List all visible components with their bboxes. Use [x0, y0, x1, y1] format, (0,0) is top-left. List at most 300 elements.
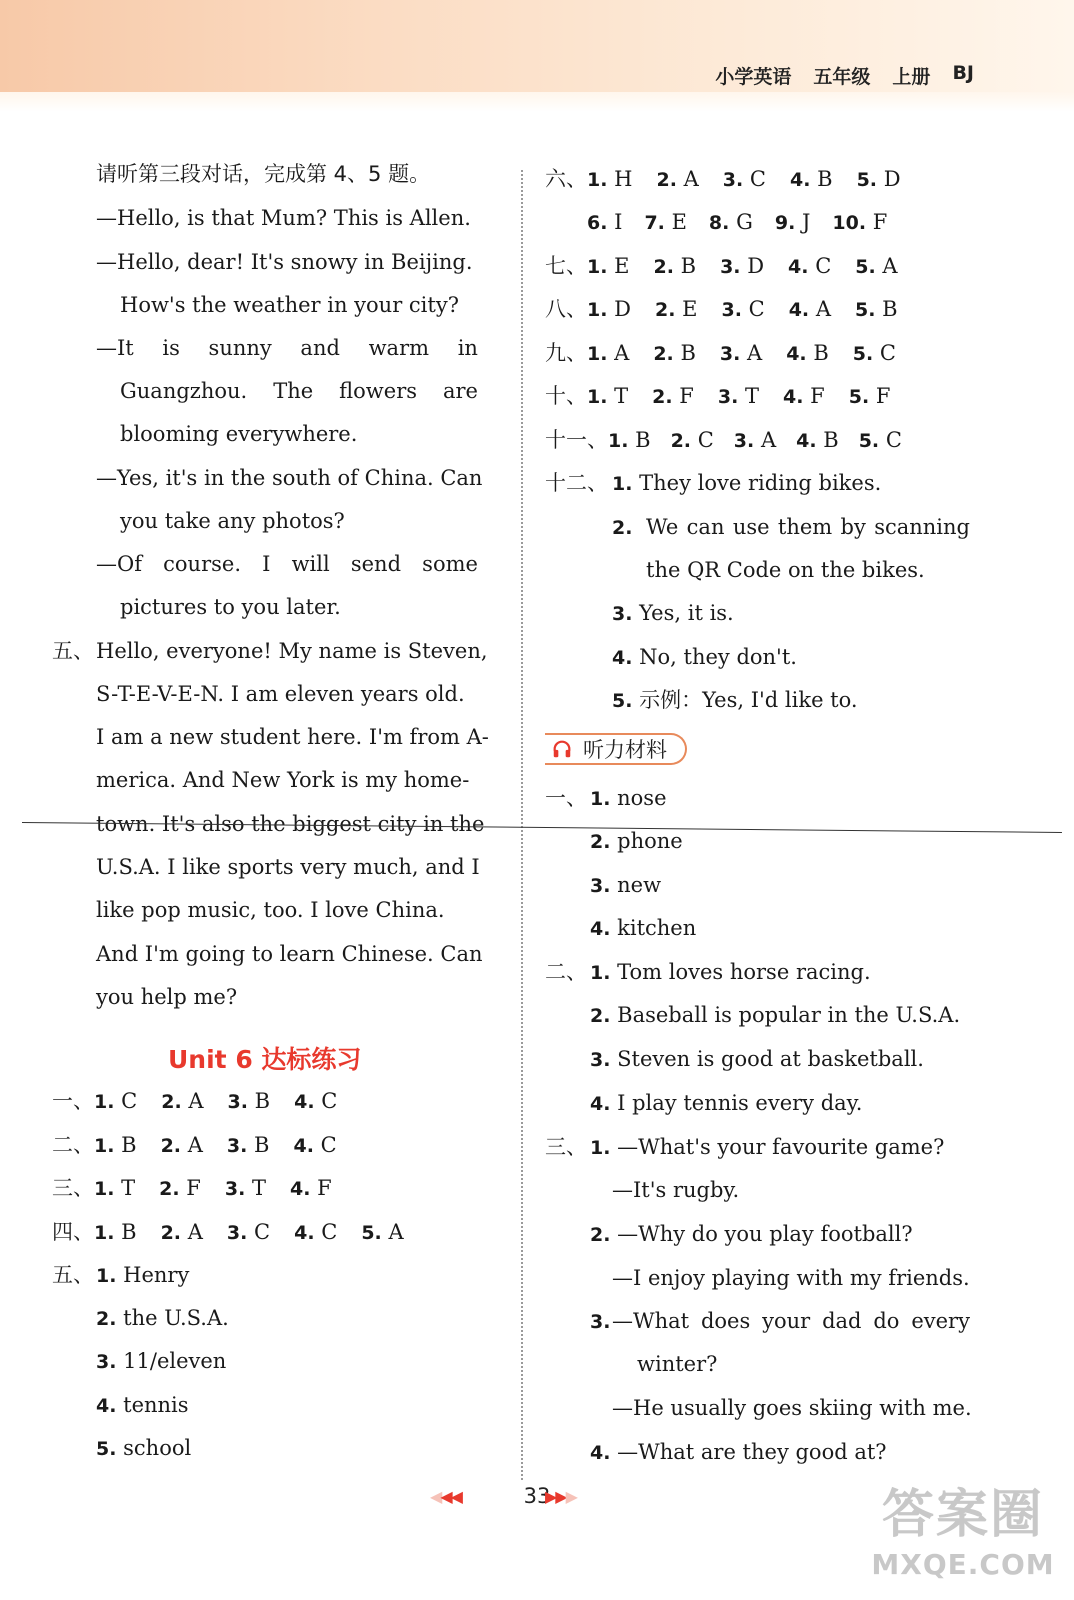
- unit5-label: 五、: [52, 1263, 94, 1287]
- answer-item: [853, 339, 896, 368]
- answer-item: [290, 1174, 332, 1203]
- item-number: 3.: [590, 1049, 611, 1071]
- section5-line: town. It's also the biggest city in the: [96, 812, 485, 836]
- word: and: [300, 336, 340, 360]
- item-number: 2.: [159, 1178, 180, 1200]
- item-number: 5.: [856, 169, 878, 191]
- answer-item: [855, 295, 898, 324]
- word: course.: [163, 552, 241, 576]
- item-value: the U.S.A.: [123, 1306, 229, 1330]
- item-number: 1.: [590, 1137, 611, 1159]
- item-number: 3.: [96, 1351, 117, 1373]
- item-value: —Why do you play football?: [617, 1222, 913, 1246]
- answer-row: [545, 339, 896, 368]
- item-number: 5.: [96, 1438, 117, 1460]
- item-number: 2.: [653, 343, 674, 365]
- item-value: F: [679, 384, 694, 408]
- answer-item: [587, 382, 628, 411]
- item-value: A: [882, 254, 898, 278]
- answer-item: [293, 1131, 336, 1160]
- word: dad: [822, 1309, 862, 1333]
- item-number: 5.: [855, 256, 876, 278]
- listening-tag-label: 听力材料: [583, 738, 667, 762]
- item-number: 1.: [612, 473, 633, 495]
- section5-label: 五、: [52, 639, 94, 663]
- word: in: [457, 336, 478, 360]
- row-label: 三、: [52, 1176, 94, 1200]
- answer-row: [52, 1174, 332, 1203]
- dialog3-line-8: you take any photos?: [120, 509, 345, 533]
- word: your: [762, 1309, 811, 1333]
- s12-answer-2-num: [612, 513, 632, 542]
- answer-item: [225, 1174, 266, 1203]
- listen-2-label: 二、: [545, 960, 587, 984]
- item-number: 5.: [361, 1222, 382, 1244]
- item-number: 4.: [790, 169, 811, 191]
- answer-item: [796, 426, 839, 455]
- item-value: A: [388, 1220, 404, 1244]
- item-value: B: [254, 1133, 270, 1157]
- answer-item: [161, 1131, 203, 1160]
- item-number: 3.: [717, 386, 739, 408]
- answer-item: [653, 252, 696, 281]
- item-value: nose: [617, 786, 667, 810]
- item-value: C: [321, 1089, 338, 1113]
- item-number: 4.: [590, 918, 611, 940]
- listen-3-q3-num: [590, 1307, 610, 1336]
- s12-answer-5: [612, 686, 858, 715]
- answer-item: [849, 382, 891, 411]
- section5-line: like pop music, too. I love China.: [96, 898, 445, 922]
- listening-material-tag: [545, 733, 687, 765]
- item-number: 3.: [720, 256, 741, 278]
- word: some: [422, 552, 478, 576]
- item-value: A: [760, 428, 777, 452]
- item-value: F: [186, 1176, 201, 1200]
- listen-1-item: [590, 914, 696, 943]
- item-number: 5.: [855, 299, 876, 321]
- listen-1-item: [590, 784, 667, 813]
- item-value: A: [683, 167, 699, 191]
- answer-item: [652, 382, 694, 411]
- answer-item: [94, 1131, 137, 1160]
- item-number: 2.: [161, 1091, 182, 1113]
- next-arrows-icon: ▶▶▶: [545, 1487, 576, 1506]
- answer-item: [159, 1174, 201, 1203]
- word: We: [646, 515, 679, 539]
- item-value: F: [875, 384, 891, 408]
- item-value: 示例：Yes, I'd like to.: [639, 688, 858, 712]
- row-label: 二、: [52, 1133, 94, 1157]
- section5-line: S-T-E-V-E-N. I am eleven years old.: [96, 682, 465, 706]
- item-number: 3.: [721, 299, 742, 321]
- section5-line: U.S.A. I like sports very much, and I: [96, 855, 480, 879]
- answer-item: [775, 208, 811, 237]
- item-value: B: [635, 428, 651, 452]
- item-value: T: [121, 1176, 136, 1200]
- item-number: 3.: [733, 430, 755, 452]
- listen-1-item: [590, 871, 661, 900]
- section5-line: Hello, everyone! My name is Steven,: [96, 639, 488, 663]
- item-number: 4.: [783, 386, 804, 408]
- answer-item: [655, 295, 697, 324]
- answer-item: [832, 208, 887, 237]
- item-number: 4.: [96, 1395, 117, 1417]
- item-number: 1.: [590, 962, 611, 984]
- item-number: 1.: [587, 256, 608, 278]
- answer-item: [161, 1218, 203, 1247]
- answer-item: [859, 426, 902, 455]
- item-value: C: [321, 1220, 338, 1244]
- item-value: phone: [617, 829, 683, 853]
- item-value: A: [815, 297, 831, 321]
- item-number: 2.: [656, 169, 677, 191]
- item-value: C: [749, 167, 766, 191]
- answer-item: [608, 426, 651, 455]
- answer-row: [52, 1087, 337, 1116]
- item-number: 2.: [160, 1222, 182, 1244]
- item-number: 4.: [788, 256, 809, 278]
- listen-3-label: 三、: [545, 1135, 587, 1159]
- word: will: [291, 552, 330, 576]
- word: by: [840, 515, 866, 539]
- word: sunny: [208, 336, 272, 360]
- answer-item: [587, 165, 632, 194]
- item-value: B: [121, 1133, 137, 1157]
- listen-3-q3: [612, 1307, 970, 1335]
- answer-item: [644, 208, 686, 237]
- item-number: 5.: [858, 430, 880, 452]
- item-value: F: [317, 1176, 332, 1200]
- word: The: [273, 379, 314, 403]
- prev-arrows-icon: ◀◀◀: [430, 1487, 461, 1506]
- item-number: 5.: [852, 343, 874, 365]
- item-value: C: [697, 428, 714, 452]
- item-number: 4.: [294, 1222, 315, 1244]
- listen-3-a1: —It's rugby.: [612, 1178, 740, 1202]
- row-label: 九、: [545, 341, 587, 365]
- section5-line: you help me?: [96, 985, 238, 1009]
- unit5-item: [96, 1347, 226, 1376]
- page-number: 33: [523, 1484, 551, 1508]
- item-value: kitchen: [617, 916, 697, 940]
- item-value: I: [614, 210, 623, 234]
- s12-answer-2: [646, 513, 970, 541]
- item-value: F: [872, 210, 888, 234]
- word: —It: [96, 336, 134, 360]
- answer-item: [587, 252, 629, 281]
- item-number: 1.: [587, 386, 608, 408]
- unit5-item: [96, 1261, 189, 1290]
- column-divider: [521, 170, 523, 1480]
- row-label: 一、: [52, 1089, 94, 1113]
- word: use: [732, 515, 770, 539]
- section5-line: I am a new student here. I'm from A-: [96, 725, 489, 749]
- item-value: 11/eleven: [123, 1349, 227, 1373]
- item-value: B: [817, 167, 833, 191]
- item-number: 2.: [654, 299, 676, 321]
- item-number: 5.: [848, 386, 870, 408]
- answer-item: [653, 339, 696, 368]
- answer-row: [545, 382, 890, 411]
- item-value: C: [885, 428, 902, 452]
- answer-item: [161, 1087, 203, 1116]
- item-number: 4.: [786, 343, 807, 365]
- unit5-item: [96, 1434, 191, 1463]
- watermark: [868, 1480, 1058, 1590]
- item-number: 1.: [94, 1135, 115, 1157]
- dialog3-intro: 请听第三段对话，完成第 4、5 题。: [96, 162, 431, 186]
- item-value: T: [745, 384, 760, 408]
- item-number: 1.: [94, 1222, 115, 1244]
- answer-item: [709, 208, 753, 237]
- answer-item: [790, 165, 833, 194]
- item-value: new: [617, 873, 662, 897]
- item-value: B: [680, 254, 697, 278]
- answer-item: [227, 1218, 270, 1247]
- unit-title: Unit 6 达标练习: [168, 1045, 362, 1074]
- item-number: 3.: [226, 1135, 248, 1157]
- item-value: D: [883, 167, 901, 191]
- item-value: C: [879, 341, 896, 365]
- listen-3-q1: [590, 1133, 944, 1162]
- item-value: G: [736, 210, 753, 234]
- item-number: 1.: [96, 1265, 117, 1287]
- item-number: 4.: [796, 430, 817, 452]
- item-value: Yes, it is.: [639, 601, 734, 625]
- item-value: E: [682, 297, 698, 321]
- answer-item: [855, 252, 897, 281]
- item-value: C: [121, 1089, 138, 1113]
- answer-item: [789, 295, 831, 324]
- item-number: 6.: [587, 212, 608, 234]
- watermark-bottom: MXQE.COM: [871, 1548, 1055, 1581]
- word: is: [162, 336, 180, 360]
- listen-2-item: [590, 1001, 960, 1030]
- item-value: B: [823, 428, 839, 452]
- item-number: 5.: [612, 690, 633, 712]
- item-value: —What are they good at?: [617, 1440, 887, 1464]
- unit5-item: [96, 1304, 229, 1333]
- item-number: 3.: [226, 1222, 248, 1244]
- dialog3-line-1: —Hello, is that Mum? This is Allen.: [96, 206, 471, 230]
- s12-answer-3: [612, 599, 734, 628]
- item-number: 3.: [590, 875, 611, 897]
- item-number: 2.: [652, 386, 673, 408]
- dialog3-line-2: —Hello, dear! It's snowy in Beijing.: [96, 250, 473, 274]
- word: are: [442, 379, 478, 403]
- item-number: 4.: [294, 1091, 315, 1113]
- item-number: 1.: [94, 1091, 115, 1113]
- listen-3-q4: [590, 1438, 887, 1467]
- word: —Of: [96, 552, 142, 576]
- word: scanning: [874, 515, 970, 539]
- item-number: 4.: [590, 1093, 611, 1115]
- item-value: They love riding bikes.: [639, 471, 882, 495]
- row-label: 四、: [52, 1220, 94, 1244]
- answer-item: [94, 1174, 135, 1203]
- answer-item: [227, 1131, 270, 1160]
- answer-item: [734, 426, 776, 455]
- item-number: 2.: [670, 430, 692, 452]
- item-number: 4.: [788, 299, 810, 321]
- dialog3-line-3: How's the weather in your city?: [120, 293, 459, 317]
- listen-3-a2: —I enjoy playing with my friends.: [612, 1266, 970, 1290]
- item-number: 1.: [587, 343, 608, 365]
- row-label: 六、: [545, 167, 587, 191]
- answer-row: [545, 295, 898, 324]
- word: send: [350, 552, 402, 576]
- answer-item: [361, 1218, 403, 1247]
- item-value: C: [748, 297, 765, 321]
- item-value: T: [614, 384, 629, 408]
- row-label: 八、: [545, 297, 587, 321]
- word: warm: [368, 336, 430, 360]
- item-value: E: [614, 254, 630, 278]
- answer-item: [656, 165, 698, 194]
- answer-item: [294, 1087, 337, 1116]
- answer-item: [587, 295, 631, 324]
- listen-2-item: [590, 1045, 924, 1074]
- dialog3-line-7: —Yes, it's in the south of China. Can: [96, 466, 483, 490]
- listen-3-a3: —He usually goes skiing with me.: [612, 1396, 972, 1420]
- item-value: tennis: [123, 1393, 189, 1417]
- item-value: B: [882, 297, 898, 321]
- answer-item: [721, 295, 764, 324]
- item-number: 3.: [590, 1311, 611, 1333]
- item-value: J: [801, 210, 811, 234]
- item-number: 3.: [224, 1178, 246, 1200]
- headphone-icon: [551, 738, 573, 760]
- word: I: [262, 552, 271, 576]
- answer-item: [718, 382, 759, 411]
- answer-item: [783, 382, 825, 411]
- answer-item: [857, 165, 901, 194]
- item-number: 3.: [612, 603, 633, 625]
- answer-item: [720, 339, 762, 368]
- item-number: 1.: [587, 299, 608, 321]
- item-value: E: [671, 210, 687, 234]
- listen-2-item: [590, 1089, 862, 1118]
- item-value: I play tennis every day.: [617, 1091, 863, 1115]
- s12-answer-1: [612, 469, 881, 498]
- answer-item: [786, 339, 829, 368]
- item-number: 4.: [293, 1135, 314, 1157]
- item-value: B: [121, 1220, 137, 1244]
- item-value: C: [320, 1133, 337, 1157]
- item-value: H: [614, 167, 633, 191]
- section5-line: And I'm going to learn Chinese. Can: [96, 942, 483, 966]
- header-edition: BJ: [952, 62, 974, 84]
- item-number: 4.: [290, 1178, 311, 1200]
- item-value: D: [614, 297, 631, 321]
- answer-item: [587, 208, 622, 237]
- answer-row: [52, 1131, 337, 1160]
- row-label: 七、: [545, 254, 587, 278]
- item-value: A: [188, 1089, 204, 1113]
- answer-item: [228, 1087, 271, 1116]
- answer-item: [587, 339, 629, 368]
- s12-label: 十二、: [545, 471, 608, 495]
- item-number: 1.: [587, 169, 608, 191]
- item-number: 1.: [94, 1178, 115, 1200]
- item-value: Tom loves horse racing.: [617, 960, 871, 984]
- section5-line: merica. And New York is my home-: [96, 768, 470, 792]
- header-info: [715, 62, 974, 89]
- header-subject: 小学英语: [715, 66, 792, 88]
- item-value: B: [680, 341, 696, 365]
- s12-answer-2-cont: the QR Code on the bikes.: [646, 558, 925, 582]
- item-value: A: [187, 1133, 203, 1157]
- row-label: 十、: [545, 384, 587, 408]
- item-number: 4.: [590, 1442, 611, 1464]
- item-value: Baseball is popular in the U.S.A.: [617, 1003, 961, 1027]
- answer-row: [545, 426, 902, 455]
- answer-item: [94, 1218, 137, 1247]
- item-value: C: [254, 1220, 271, 1244]
- item-value: school: [123, 1436, 192, 1460]
- row-label: 十一、: [545, 428, 608, 452]
- word: does: [700, 1309, 751, 1333]
- header-grade: 五年级: [813, 66, 871, 88]
- word: Guangzhou.: [120, 379, 248, 403]
- item-number: 9.: [774, 212, 796, 234]
- word: do: [873, 1309, 900, 1333]
- listen-1-item: [590, 827, 683, 856]
- answer-row: [587, 208, 887, 237]
- unit5-item: [96, 1391, 189, 1420]
- item-number: 2.: [653, 256, 674, 278]
- item-number: 1.: [590, 788, 611, 810]
- header-fade: [0, 92, 1074, 112]
- word: them: [777, 515, 833, 539]
- item-number: 7.: [644, 212, 665, 234]
- item-number: 2.: [590, 831, 611, 853]
- listen-1-label: 一、: [545, 786, 587, 810]
- item-value: A: [614, 341, 630, 365]
- item-number: 10.: [832, 212, 867, 234]
- item-number: 3.: [719, 343, 741, 365]
- answer-row: [545, 165, 901, 194]
- dialog3-line-10: pictures to you later.: [120, 595, 341, 619]
- item-number: 3.: [227, 1091, 248, 1113]
- item-value: B: [813, 341, 829, 365]
- item-number: 2.: [612, 517, 633, 539]
- item-value: D: [747, 254, 765, 278]
- answer-row: [545, 252, 898, 281]
- word: flowers: [339, 379, 418, 403]
- dialog3-line-6: blooming everywhere.: [120, 422, 358, 446]
- item-number: 2.: [96, 1308, 117, 1330]
- answer-item: [720, 252, 764, 281]
- item-value: A: [747, 341, 763, 365]
- item-number: 2.: [160, 1135, 182, 1157]
- item-value: A: [187, 1220, 203, 1244]
- dialog3-line-9: [96, 550, 478, 578]
- dialog3-line-4: [96, 334, 478, 362]
- item-value: No, they don't.: [639, 645, 797, 669]
- item-number: 8.: [708, 212, 730, 234]
- dialog3-line-5: [120, 377, 478, 405]
- item-number: 2.: [590, 1224, 611, 1246]
- item-value: T: [252, 1176, 267, 1200]
- header-volume: 上册: [892, 66, 931, 88]
- item-number: 2.: [590, 1005, 611, 1027]
- word: can: [686, 515, 725, 539]
- item-value: B: [254, 1089, 271, 1113]
- answer-row: [52, 1218, 404, 1247]
- answer-item: [671, 426, 714, 455]
